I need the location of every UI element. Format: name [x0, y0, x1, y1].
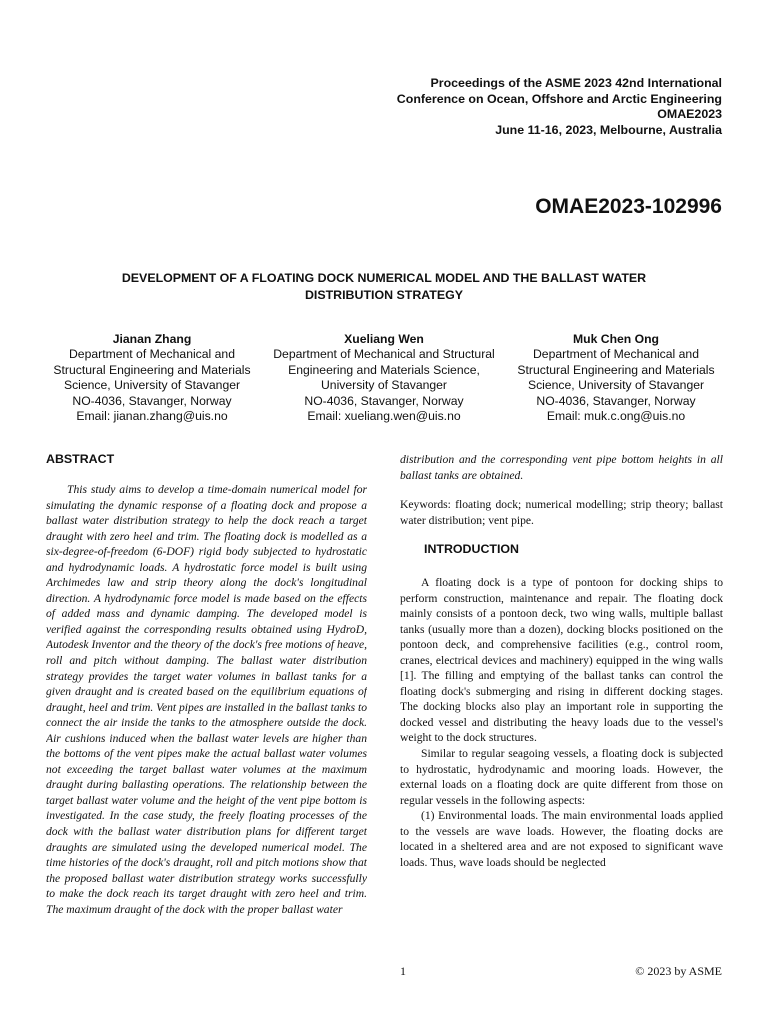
introduction-paragraph: (1) Environmental loads. The main environmental loads applied to the vessels are wave loads. However, the floating docks are located in a sheltered area and are not exposed to significant wave loads. Thus, wave loads should be neglected [400, 809, 723, 869]
abstract-continuation-text: distribution and the corresponding vent pipe bottom heights in all ballast tanks are obtained. [400, 453, 723, 482]
keywords [400, 497, 723, 528]
author-affiliation-line: Department of Mechanical and [533, 347, 699, 362]
author-affiliation-line: Science, University of Stavanger [63, 378, 241, 393]
author-affiliation-line: NO-4036, Stavanger, Norway [304, 393, 464, 408]
author-name: Xueliang Wen [344, 332, 424, 346]
proceedings-line: Conference on Ocean, Offshore and Arctic Engineering [396, 91, 722, 106]
author-affiliation-line: Structural Engineering and Materials [517, 362, 715, 377]
author-2 [264, 332, 504, 424]
introduction-body [400, 575, 723, 933]
abstract-heading: ABSTRACT [46, 452, 115, 466]
author-email: Email: jianan.zhang@uis.no [76, 409, 228, 424]
title-line: DEVELOPMENT OF A FLOATING DOCK NUMERICAL MODEL AND THE BALLAST WATER [121, 271, 647, 285]
author-affiliation-line: NO-4036, Stavanger, Norway [536, 393, 696, 408]
abstract-paragraph: This study aims to develop a time-domain numerical model for simulating the dynamic response of a floating dock and propose a ballast water distribution strategy to help the dock reach a target draught with zero heel and trim. The floating dock is modelled as a six-degree-of-freedom (6-DOF) rigid body subjected to hydrostatic and hydrodynamic loads. A hydrostatic force model is built using Archimedes law and strip theory along the dock's longitudinal direction. A hydrodynamic force model is made based on the effects of added mass and dynamic damping. The developed model is verified against the corresponding results obtained using HydroD, Autodesk Inventor and the theory of the dock's free motions of heave, roll and pitch without damping. The ballast water distribution strategy provides the target water volumes in ballast tanks for a given draught and is created based on the equilibrium equations of draught, heel and trim. Vent pipes are installed in the ballast tanks to connect the air inside the tanks to the atmosphere outside the dock. Air cushions induced when the ballast water levels are higher than the bottoms of the vent pipes make the actual ballast water volumes not exceeding the target ballast water volumes at the maximum draught during ballasting operations. The relationship between the target ballast water volume and the height of the vent pipe bottom is investigated. In the case study, the freely floating processes of the dock with the ballast water distribution plans for different target draughts are simulated using the developed numerical model. The time histories of the dock's draught, roll and pitch motions show that the proposed ballast water distribution strategy works successfully to make the dock reach its target draught with zero heel and trim. The maximum draught of the dock with the proper ballast water [46, 483, 367, 916]
proceedings-line: Proceedings of the ASME 2023 42nd International [430, 76, 722, 90]
proceedings-line: OMAE2023 [657, 107, 722, 121]
abstract-continuation [400, 452, 723, 483]
introduction-heading: INTRODUCTION [424, 542, 519, 556]
author-affiliation-line: Department of Mechanical and Structural [273, 347, 495, 362]
introduction-paragraph: Similar to regular seagoing vessels, a floating dock is subjected to hydrostatic, hydrodynamic and mooring loads. However, the external loads on a floating dock are quite different from those on regular vessels in the following aspects: [400, 747, 723, 807]
author-email: Email: muk.c.ong@uis.no [546, 409, 686, 424]
author-affiliation-line: Department of Mechanical and [69, 347, 235, 362]
author-affiliation-line: Science, University of Stavanger [527, 378, 705, 393]
author-email: Email: xueliang.wen@uis.no [307, 409, 461, 424]
paper-title [46, 270, 722, 304]
introduction-paragraph: A floating dock is a type of pontoon for docking ships to perform construction, maintenance and repair. The floating dock mainly consists of a pontoon deck, two wing walls, multiple ballast tanks (usually more than a dozen), docking blocks positioned on the pontoon deck, and comprehensive facilities (e.g., control room, cranes, electrical devices and machinery) equipped in the wing walls [1]. The filling and emptying of the ballast tanks can control the floating dock's submerging and rising in different docking stages. The docking blocks also play an important role in supporting the docked vessel and distributing the heavy loads due to the vessel's weight to the dock structures. [400, 576, 723, 745]
author-block [46, 332, 722, 427]
author-name: Muk Chen Ong [573, 332, 659, 346]
page-number: 1 [400, 964, 406, 978]
proceedings-line: June 11-16, 2023, Melbourne, Australia [495, 122, 722, 137]
title-line: DISTRIBUTION STRATEGY [304, 288, 464, 302]
keywords-text: Keywords: floating dock; numerical modelling; strip theory; ballast water distribution; vent pipe. [400, 498, 723, 527]
author-1 [32, 332, 272, 424]
author-affiliation-line: Engineering and Materials Science, [288, 362, 480, 377]
author-3 [496, 332, 736, 424]
proceedings-header [302, 76, 722, 138]
author-affiliation-line: Structural Engineering and Materials [53, 362, 251, 377]
author-affiliation-line: University of Stavanger [321, 378, 447, 393]
paper-id: OMAE2023-102996 [535, 195, 722, 218]
copyright: © 2023 by ASME [635, 964, 722, 978]
author-name: Jianan Zhang [112, 332, 192, 346]
abstract-body [46, 482, 367, 932]
author-affiliation-line: NO-4036, Stavanger, Norway [72, 393, 232, 408]
